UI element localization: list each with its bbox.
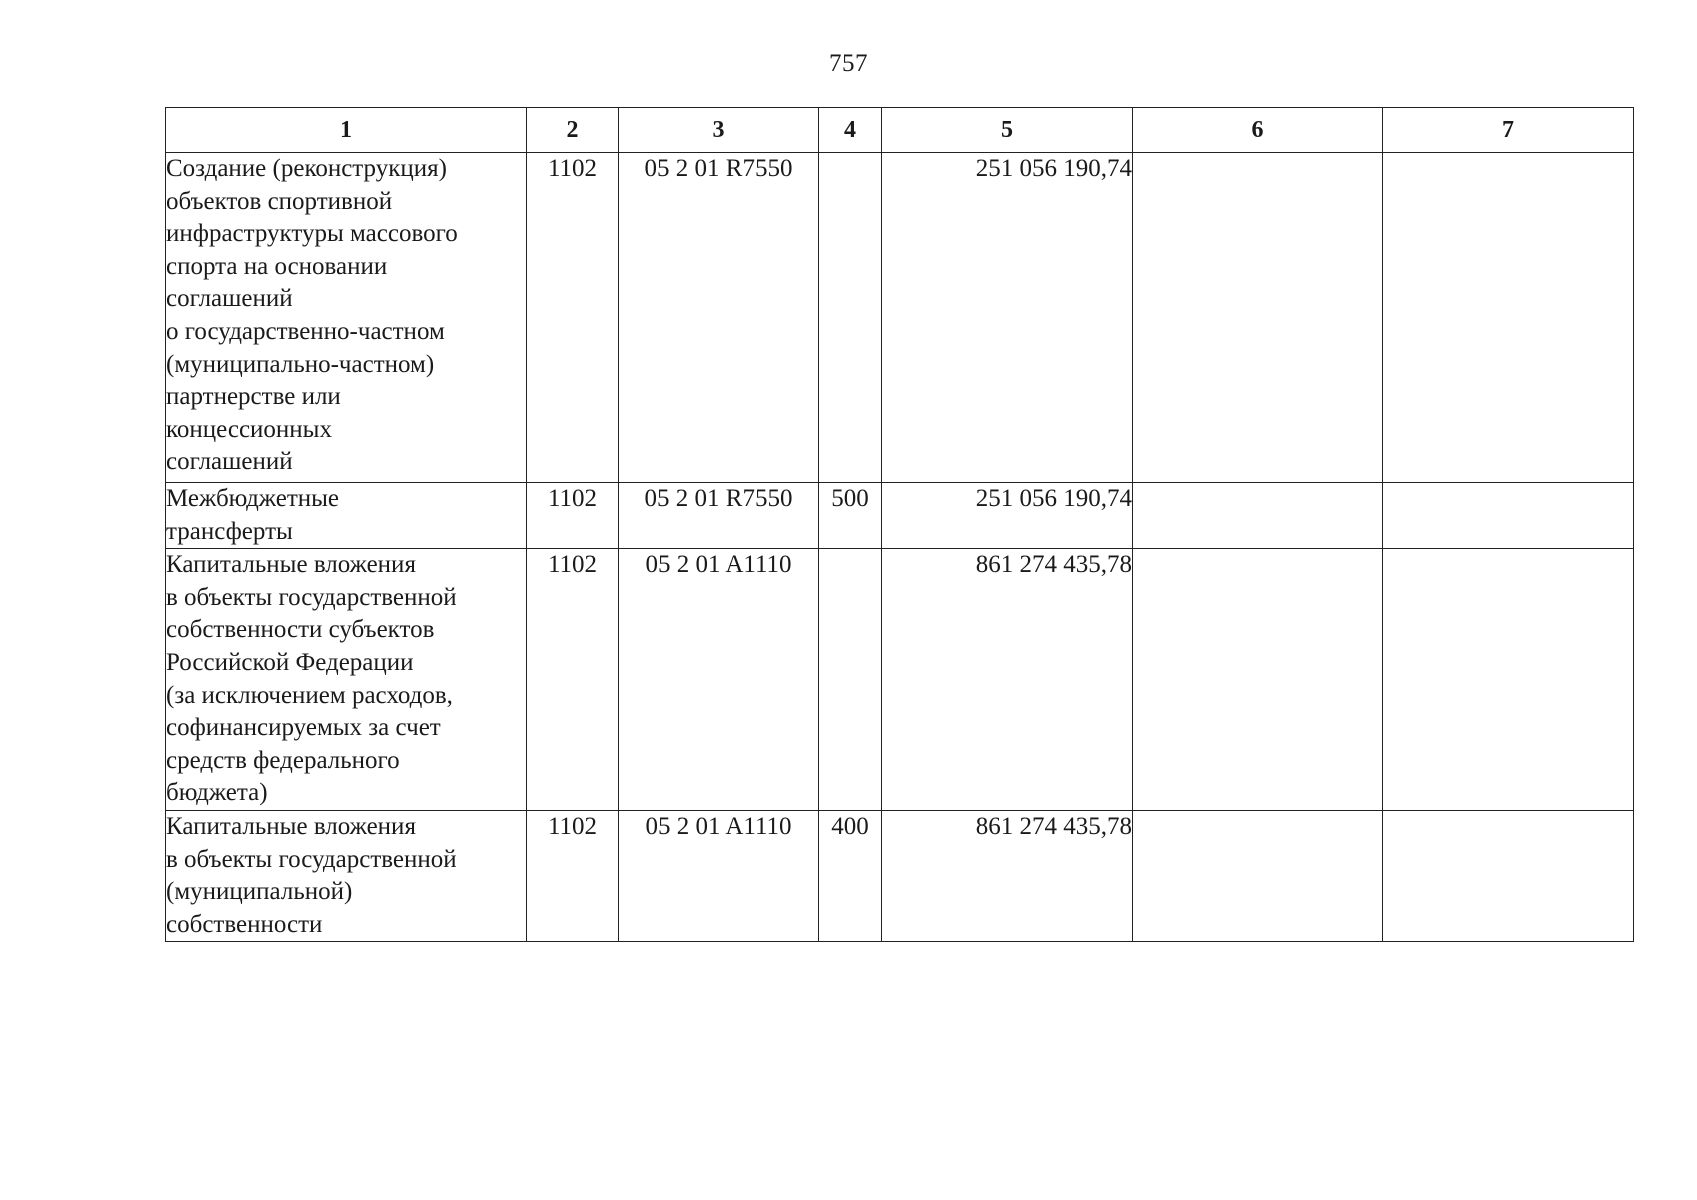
table-row bbox=[166, 483, 1634, 549]
cell-col6 bbox=[1133, 153, 1383, 483]
cell-name-line: (за исключением расходов, bbox=[166, 681, 453, 709]
cell-col6 bbox=[1133, 483, 1383, 549]
cell-name-line: соглашений bbox=[166, 448, 293, 476]
cell-amount: 861 274 435,78 bbox=[882, 549, 1133, 811]
cell-name-line: инфраструктуры массового bbox=[166, 220, 458, 248]
cell-expense-type: 500 bbox=[819, 483, 882, 549]
cell-col7 bbox=[1383, 810, 1634, 941]
cell-section: 1102 bbox=[527, 549, 619, 811]
cell-section: 1102 bbox=[527, 153, 619, 483]
cell-section: 1102 bbox=[527, 810, 619, 941]
cell-name-line: соглашений bbox=[166, 285, 293, 313]
cell-expense-type bbox=[819, 153, 882, 483]
cell-name-line: концессионных bbox=[166, 415, 332, 443]
cell-expense-type bbox=[819, 549, 882, 811]
table-row bbox=[166, 549, 1634, 811]
cell-name-line: в объекты государственной bbox=[166, 583, 457, 611]
cell-name-line: трансферты bbox=[166, 517, 293, 545]
cell-name bbox=[166, 549, 527, 811]
cell-col6 bbox=[1133, 549, 1383, 811]
cell-col6 bbox=[1133, 810, 1383, 941]
page-number: 757 bbox=[829, 50, 868, 77]
cell-name-line: спорта на основании bbox=[166, 252, 388, 280]
cell-name-line: средств федерального bbox=[166, 746, 400, 774]
cell-target-article: 05 2 01 R7550 bbox=[619, 483, 819, 549]
cell-name-line: софинансируемых за счет bbox=[166, 714, 441, 742]
cell-name-line: Создание (реконструкция) bbox=[166, 155, 447, 182]
cell-col7 bbox=[1383, 549, 1634, 811]
table-row bbox=[166, 810, 1634, 941]
cell-name-line: в объекты государственной bbox=[166, 845, 457, 873]
header-col-3: 3 bbox=[619, 108, 819, 153]
cell-col7 bbox=[1383, 153, 1634, 483]
cell-name-line: Межбюджетные bbox=[166, 485, 340, 512]
cell-name-line: Российской Федерации bbox=[166, 648, 414, 676]
cell-col7 bbox=[1383, 483, 1634, 549]
cell-target-article: 05 2 01 A1110 bbox=[619, 549, 819, 811]
header-col-6: 6 bbox=[1133, 108, 1383, 153]
cell-name-line: собственности субъектов bbox=[166, 616, 435, 644]
cell-amount: 861 274 435,78 bbox=[882, 810, 1133, 941]
header-col-5: 5 bbox=[882, 108, 1133, 153]
cell-name-line: объектов спортивной bbox=[166, 187, 393, 215]
table-row bbox=[166, 153, 1634, 483]
header-col-1: 1 bbox=[166, 108, 527, 153]
cell-name-line: Капитальные вложения bbox=[166, 812, 416, 840]
cell-section: 1102 bbox=[527, 483, 619, 549]
cell-name bbox=[166, 810, 527, 941]
cell-name-line: Капитальные вложения bbox=[166, 551, 416, 579]
cell-name-line: собственности bbox=[166, 910, 323, 938]
cell-amount: 251 056 190,74 bbox=[882, 153, 1133, 483]
cell-expense-type: 400 bbox=[819, 810, 882, 941]
header-col-2: 2 bbox=[527, 108, 619, 153]
cell-name-line: партнерстве или bbox=[166, 383, 341, 411]
cell-name-line: (муниципальной) bbox=[166, 878, 353, 906]
cell-name-line: (муниципально-частном) bbox=[166, 350, 435, 378]
header-row bbox=[166, 108, 1634, 153]
header-col-4: 4 bbox=[819, 108, 882, 153]
cell-name bbox=[166, 483, 527, 549]
cell-amount: 251 056 190,74 bbox=[882, 483, 1133, 549]
budget-table bbox=[165, 107, 1634, 942]
cell-name bbox=[166, 153, 527, 483]
cell-name-line: бюджета) bbox=[166, 779, 268, 807]
cell-target-article: 05 2 01 A1110 bbox=[619, 810, 819, 941]
cell-name-line: о государственно-частном bbox=[166, 317, 445, 345]
cell-target-article: 05 2 01 R7550 bbox=[619, 153, 819, 483]
header-col-7: 7 bbox=[1383, 108, 1634, 153]
table-body bbox=[166, 153, 1634, 942]
